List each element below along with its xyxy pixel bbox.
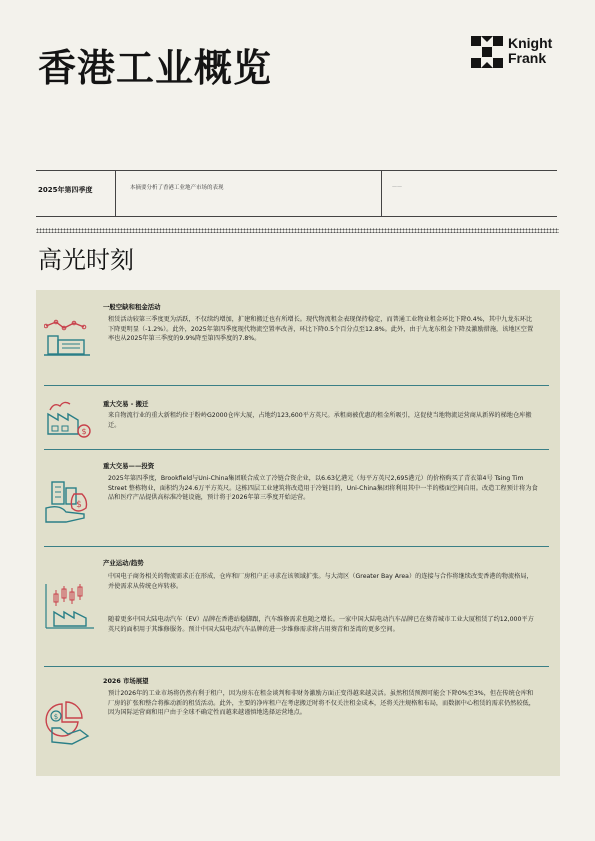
report-quarter: 2025年第四季度 <box>38 186 93 194</box>
block-heading: 2026 市场展望 <box>103 677 149 685</box>
svg-text:$: $ <box>53 713 59 721</box>
knight-frank-logo <box>471 36 561 70</box>
header-divider <box>381 170 382 216</box>
header-dash: —— <box>392 184 402 190</box>
logo-mark-icon <box>471 36 503 68</box>
factory-dollar-icon <box>44 398 94 438</box>
candlestick-factory-icon <box>44 584 96 630</box>
svg-text:$: $ <box>81 427 87 436</box>
block-paragraph: 2025年第四季度，Brookfield与Uni-China集团联合成立了冷链合资企业，以6.63亿港元（每平方英尺2,695港元）的价格购买了青衣第4号 Tsing Tim Street 整栋物业，面积约为24.6万平方英尺。这栋四层工业建筑将改造用于冷链目的，Uni-China集团将利用其中一半的楼面空间自用。改造工程预计将为食品和医疗产品提供高标准冷链设施，预计将于2026年第三季度开始运营。 <box>108 475 538 501</box>
block-heading: 重大交易 - 搬迁 <box>103 400 149 408</box>
building-moneybag-icon <box>44 478 94 524</box>
block-separator <box>44 449 549 450</box>
block-separator <box>44 666 549 667</box>
brand-line-1: Knight <box>508 35 553 51</box>
block-heading: 产业运动/趋势 <box>103 559 144 567</box>
block-paragraph: 随着更多中国大陆电动汽车（EV）品牌在香港站稳脚跟，汽车维修需求也随之增长。一家中国大陆电动汽车品牌已在葵青城市工业大厦租赁了约12,000平方英尺的面积用于其维修服务。预计中国大陆电动汽车品牌的进一步维修需求将占用葵青和荃湾的更多空间。 <box>108 616 534 633</box>
svg-text:$: $ <box>76 500 82 510</box>
block-paragraph: 租赁活动较第三季度更为活跃，不仅续约增加，扩建和搬迁也有所增长。现代物流租金表现保持稳定，而普通工业物业租金环比下降0.4%，其中九龙东环比下降更明显（-1.2%）。此外，2025年第四季度现代物流空置率改善，环比下降0.5个百分点至12.8%。此外，由于九龙东租金下降及激励措施，该地区空置率也从2025年第三季度的9.9%降至第四季度的7.8%。 <box>108 316 534 342</box>
brand-line-2: Frank <box>508 50 547 66</box>
block-paragraph: 中国电子商务相关的物流需求正在形成，仓库和厂房租户正寻求在该领域扩张。与大湾区（Greater Bay Area）的连接与合作将继续改变香港的物流格局，并使需求从传统仓库转移。 <box>108 573 533 590</box>
block-separator <box>44 385 549 386</box>
page-title: 香港工业概览 <box>38 46 273 90</box>
pie-dollar-icon <box>44 700 94 746</box>
warehouse-chart-icon <box>44 318 92 358</box>
dotted-divider <box>36 228 559 233</box>
block-paragraph: 预计2026年的工业市场将仍然有利于租户，因为房东在租金谈判和非财务激励方面正变得越来越灵活。虽然租赁预测可能会下降0%至3%，但在传统仓库和厂房的扩张和整合将推动新的租赁活动。此外，主要的净库租户在考虑搬迁时将不仅关注租金成本，还将关注规格和布局，而数据中心租赁的需求仍然较低，因为国际运营商和用户由于全球不确定性而越来越谨慎地选择运营地点。 <box>108 690 535 716</box>
header-divider <box>115 170 116 216</box>
block-heading: 重大交易——投资 <box>103 462 155 470</box>
report-subtitle: 本摘要分析了香港工业地产市场的表现 <box>130 185 224 191</box>
block-paragraph: 来自物流行业的重大新租约位于粉岭G2000仓库大厦，占地约123,600平方英尺。承租商被优惠的租金所吸引，这促使当地物流运营商从新界的梯地仓库搬迁。 <box>108 412 532 429</box>
block-separator <box>44 546 549 547</box>
header-bottom-rule <box>36 216 557 217</box>
block-heading: 一般空缺和租金活动 <box>103 303 161 311</box>
highlights-title: 高光时刻 <box>38 246 134 274</box>
